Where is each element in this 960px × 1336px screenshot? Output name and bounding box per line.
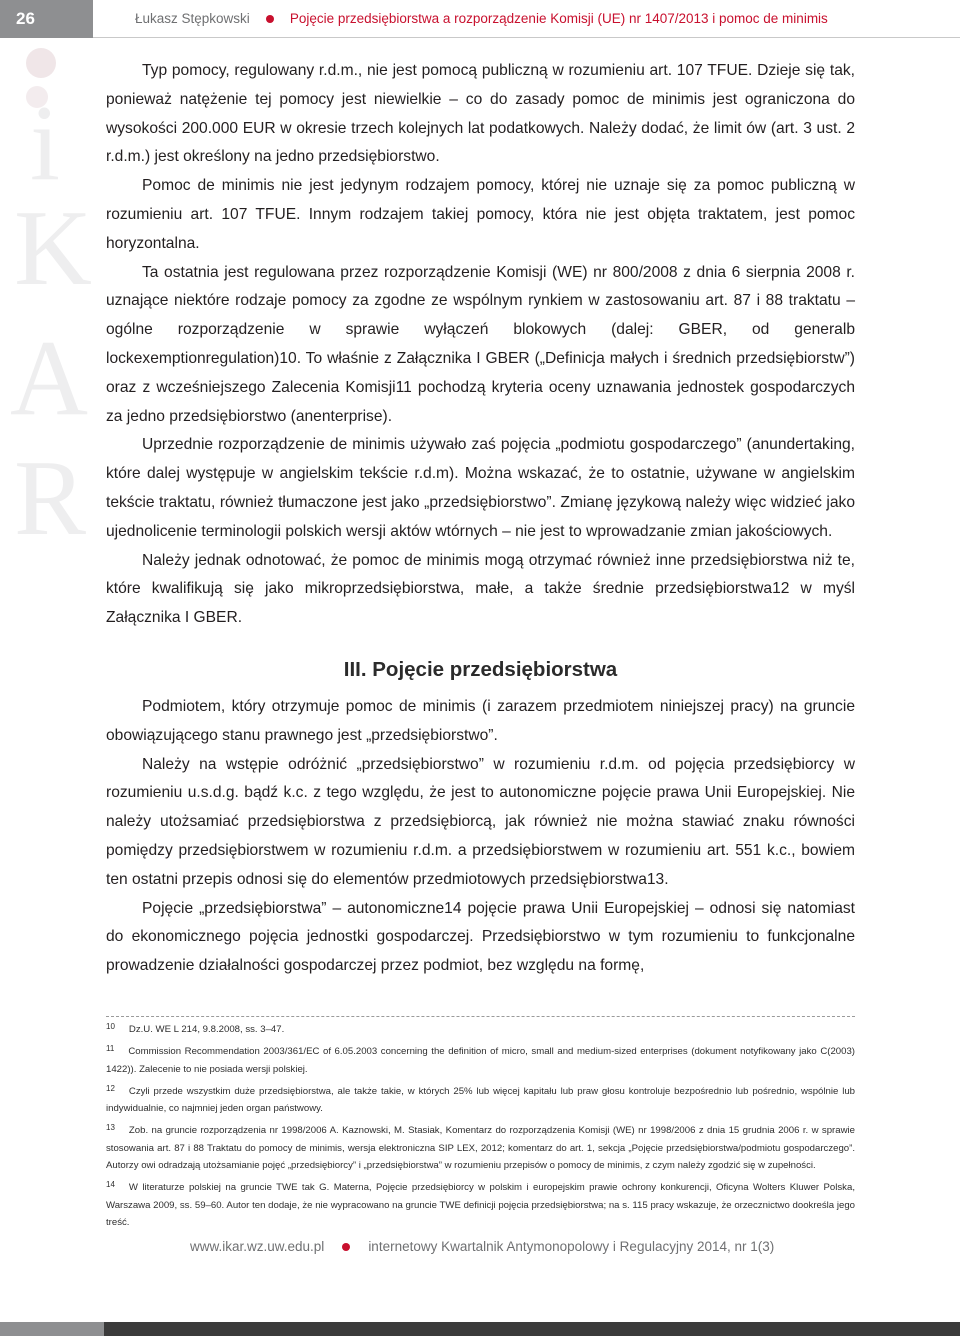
footnote-text: Zob. na gruncie rozporządzenia nr 1998/2006 A. Kaznowski, M. Stasiak, Komentarz do rozporządzenia Komisji (WE) nr 1998/2006 z dnia 15 grudnia 2006 r. w sprawie stosowania art. 87 i 88 Traktatu do pomocy de minimis, wersja elektroniczna SIP LEX, 2012; komentarz do art. 1, sekcja „Pojęcie przedsiębiorstwa/podmiotu gospodarczego”. Autorzy owi odradzają utożsamianie pojęć „przedsiębiorcy” i „przedsiębiorstwa” w rozumieniu przepisów o pomocy de minimis, z czym należy zgodzić się w zupełności. — [106, 1125, 855, 1172]
paragraph: Pojęcie „przedsiębiorstwa” – autonomiczne14 pojęcie prawa Unii Europejskiej – odnosi się natomiast do ekonomicznego pojęcia jednostki gospodarczej. Przedsiębiorstwo w tym rozumieniu to funkcjonalne prowadzenie działalności gospodarczej przez podmiot, bez względu na formę, — [106, 899, 855, 975]
logo-letter-i: i — [30, 84, 61, 203]
footnote-number: 12 — [106, 1083, 115, 1093]
header-bullet-icon — [266, 15, 274, 23]
paragraph: Podmiotem, który otrzymuje pomoc de minimis (i zarazem przedmiotem niniejszej pracy) na gruncie obowiązującego stanu prawnego jest „przedsiębiorstwo”. — [106, 697, 855, 744]
footer-journal: internetowy Kwartalnik Antymonopolowy i Regulacyjny 2014, nr 1(3) — [368, 1239, 775, 1254]
header-author: Łukasz Stępkowski — [135, 11, 250, 26]
main-text — [106, 57, 855, 981]
footnote-number: 11 — [106, 1044, 115, 1054]
footnote — [106, 1040, 855, 1078]
paragraph: Uprzednie rozporządzenie de minimis używało zaś pojęcia „podmiotu gospodarczego” (anundertaking, które dalej występuje w angielskim tekście r.d.m). Można wskazać, że to ostatnie, używane w angielskim tekście traktatu, również tłumaczone jest jako „przedsiębiorstwo”. Zmianę językową należy więc widzieć jako ujednolicenie terminologii polskich wersji aktów wtórnych – nie jest to wprowadzanie zmian jakościowych. — [106, 436, 855, 540]
footnote-number: 14 — [106, 1180, 115, 1190]
logo-letter-k: K — [14, 189, 92, 308]
page-number: 26 — [0, 0, 93, 38]
paragraph: Pomoc de minimis nie jest jedynym rodzajem pomocy, której nie uznaje się za pomoc publiczną w rozumieniu art. 107 TFUE. Innym rodzajem takiej pomocy, która nie jest objęta traktatem, jest pomoc horyzontalna. — [106, 177, 855, 252]
footer-bar-right — [104, 1322, 960, 1336]
footnote-text: Dz.U. WE L 214, 9.8.2008, ss. 3–47. — [128, 1024, 285, 1035]
logo-letter-r: R — [14, 439, 87, 558]
header-title: Pojęcie przedsiębiorstwa a rozporządzenie Komisji (UE) nr 1407/2013 i pomoc de minimis — [289, 11, 828, 26]
footer-url-link[interactable]: www.ikar.wz.uw.edu.pl — [190, 1239, 325, 1254]
footer-text — [190, 1239, 774, 1254]
paragraph: Należy jednak odnotować, że pomoc de minimis mogą otrzymać również inne przedsiębiorstwa niż te, które kwalifikują się jako mikroprzedsiębiorstwa, małe, a także średnie przedsiębiorstwa12 w myśl Załącznika I GBER. — [106, 551, 855, 627]
footnote — [106, 1018, 855, 1038]
paragraph: Typ pomocy, regulowany r.d.m., nie jest pomocą publiczną w rozumieniu art. 107 TFUE. Dzieje się tak, ponieważ natężenie tej pomocy jest niewielkie – co do zasady pomoc de minimis jest ograniczona do wysokości 200.000 EUR w okresie trzech kolejnych lat podatkowych. Należy dodać, że limit ów (art. 3 ust. 2 r.d.m.) jest określony na jedno przedsiębiorstwo. — [106, 62, 855, 166]
footer-bar-left — [0, 1322, 104, 1336]
footer-bullet-icon — [342, 1243, 350, 1251]
running-header — [93, 0, 960, 38]
paragraph: Ta ostatnia jest regulowana przez rozporządzenie Komisji (WE) nr 800/2008 z dnia 6 sierpnia 2008 r. uznające niektóre rodzaje pomocy za zgodne ze wspólnym rynkiem w zastosowaniu art. 87 i 88 traktatu – ogólne rozporządzenie w sprawie wyłączeń blokowych (dalej: GBER, od generalb lockexemptionregulation)10. To właśnie z Załącznika I GBER („Definicja małych i średnich przedsiębiorstw”) oraz z wcześniejszego Zalecenia Komisji11 pochodzą kryteria oceny uznawania jednostek gospodarczych za jedno przedsiębiorstwo (anenterprise). — [106, 263, 855, 425]
logo-dot-icon — [26, 48, 56, 78]
footnote — [106, 1176, 855, 1231]
paragraph: Należy na wstępie odróżnić „przedsiębiorstwo” w rozumieniu r.d.m. od pojęcia przedsiębiorcy w rozumieniu u.s.d.g. bądź k.c. z tego względu, że jest to autonomiczne pojęcie prawa Unii Europejskiej. Nie należy utożsamiać przedsiębiorstwa z przedsiębiorcą, jak również nie można stawiać znaku równości pomiędzy przedsiębiorstwem w rozumieniu r.d.m. a przedsiębiorstwem w rozumieniu art. 551 k.c., bowiem ten ostatni przepis odnosi się do elementów przedmiotowych przedsiębiorstwa13. — [106, 755, 855, 888]
footnote-number: 10 — [106, 1022, 115, 1031]
footnote-text: Commission Recommendation 2003/361/EC of 6.05.2003 concerning the definition of micro, small and medium-sized enterprises (dokument notyfikowany jako C(2003) 1422)). Zalecenie to nie posiada wersji polskiej. — [106, 1046, 855, 1075]
footnote-separator — [106, 1016, 855, 1017]
logo-letter-a: A — [10, 319, 88, 438]
footnote — [106, 1080, 855, 1118]
footnote-number: 13 — [106, 1123, 115, 1133]
footnotes — [106, 1018, 855, 1233]
footnote-text: W literaturze polskiej na gruncie TWE tak G. Materna, Pojęcie przedsiębiorcy w polskim i europejskim prawie ochrony konkurencji, Oficyna Wolters Kluwer Polska, Warszawa 2009, ss. 59–60. Autor ten dodaje, że nie wypracowano na gruncie TWE definicji pojęcia przedsiębiorstwa; na s. 115 pracy wskazuje, że orzecznictwo dookreśla jego treść. — [106, 1182, 855, 1228]
header-text — [135, 11, 828, 26]
footnote — [106, 1119, 855, 1174]
section-heading: III. Pojęcie przedsiębiorstwa — [343, 657, 618, 681]
footnote-text: Czyli przede wszystkim duże przedsiębiorstwa, ale także takie, w których 25% lub więcej kapitału lub praw głosu kontroluje bezpośrednio lub pośrednio, wspólnie lub indywidualnie, co najmniej jeden organ państwowy. — [106, 1085, 855, 1115]
